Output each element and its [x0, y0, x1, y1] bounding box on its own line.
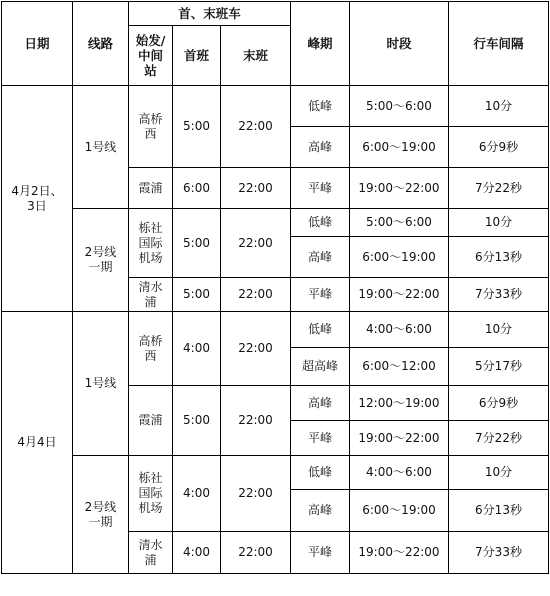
- line-cell: 2号线一期: [73, 209, 129, 312]
- period-cell: 6:00～19:00: [350, 127, 449, 168]
- interval-cell: 10分: [449, 86, 549, 127]
- line-cell: 1号线: [73, 86, 129, 209]
- station-cell: 霞浦: [129, 386, 173, 456]
- first-train-cell: 5:00: [173, 386, 221, 456]
- period-cell: 12:00～19:00: [350, 386, 449, 421]
- peak-cell: 高峰: [291, 127, 350, 168]
- period-cell: 19:00～22:00: [350, 532, 449, 574]
- header-origin: 始发/中间站: [129, 26, 173, 86]
- peak-cell: 低峰: [291, 86, 350, 127]
- first-train-cell: 5:00: [173, 278, 221, 312]
- station-cell: 栎社国际机场: [129, 209, 173, 278]
- first-train-cell: 5:00: [173, 86, 221, 168]
- period-cell: 19:00～22:00: [350, 168, 449, 209]
- peak-cell: 超高峰: [291, 348, 350, 386]
- station-cell: 霞浦: [129, 168, 173, 209]
- interval-cell: 7分22秒: [449, 421, 549, 456]
- header-first-last: 首、末班车: [129, 2, 291, 26]
- interval-cell: 10分: [449, 312, 549, 348]
- first-train-cell: 4:00: [173, 312, 221, 386]
- header-period: 时段: [350, 2, 449, 86]
- station-cell: 高桥西: [129, 312, 173, 386]
- period-cell: 6:00～12:00: [350, 348, 449, 386]
- interval-cell: 7分22秒: [449, 168, 549, 209]
- peak-cell: 平峰: [291, 278, 350, 312]
- schedule-table: [1, 1, 549, 574]
- period-cell: 4:00～6:00: [350, 312, 449, 348]
- first-train-cell: 4:00: [173, 532, 221, 574]
- period-cell: 4:00～6:00: [350, 456, 449, 490]
- interval-cell: 10分: [449, 209, 549, 237]
- header-date: 日期: [2, 2, 73, 86]
- peak-cell: 高峰: [291, 490, 350, 532]
- peak-cell: 平峰: [291, 168, 350, 209]
- period-cell: 19:00～22:00: [350, 278, 449, 312]
- line-cell: 2号线一期: [73, 456, 129, 574]
- peak-cell: 平峰: [291, 532, 350, 574]
- peak-cell: 平峰: [291, 421, 350, 456]
- header-peak: 峰期: [291, 2, 350, 86]
- last-train-cell: 22:00: [221, 209, 291, 278]
- station-cell: 清水浦: [129, 532, 173, 574]
- interval-cell: 10分: [449, 456, 549, 490]
- peak-cell: 低峰: [291, 312, 350, 348]
- interval-cell: 6分9秒: [449, 127, 549, 168]
- last-train-cell: 22:00: [221, 456, 291, 532]
- peak-cell: 低峰: [291, 456, 350, 490]
- last-train-cell: 22:00: [221, 278, 291, 312]
- first-train-cell: 6:00: [173, 168, 221, 209]
- interval-cell: 7分33秒: [449, 532, 549, 574]
- period-cell: 5:00～6:00: [350, 86, 449, 127]
- last-train-cell: 22:00: [221, 532, 291, 574]
- interval-cell: 7分33秒: [449, 278, 549, 312]
- line-cell: 1号线: [73, 312, 129, 456]
- interval-cell: 5分17秒: [449, 348, 549, 386]
- station-cell: 清水浦: [129, 278, 173, 312]
- last-train-cell: 22:00: [221, 86, 291, 168]
- header-line: 线路: [73, 2, 129, 86]
- period-cell: 19:00～22:00: [350, 421, 449, 456]
- date-cell: 4月4日: [2, 312, 73, 574]
- header-last: 末班: [221, 26, 291, 86]
- header-interval: 行车间隔: [449, 2, 549, 86]
- interval-cell: 6分13秒: [449, 237, 549, 278]
- date-cell: 4月2日、3日: [2, 86, 73, 312]
- station-cell: 栎社国际机场: [129, 456, 173, 532]
- period-cell: 6:00～19:00: [350, 237, 449, 278]
- last-train-cell: 22:00: [221, 312, 291, 386]
- header-first: 首班: [173, 26, 221, 86]
- peak-cell: 高峰: [291, 237, 350, 278]
- interval-cell: 6分9秒: [449, 386, 549, 421]
- period-cell: 5:00～6:00: [350, 209, 449, 237]
- peak-cell: 低峰: [291, 209, 350, 237]
- last-train-cell: 22:00: [221, 168, 291, 209]
- station-cell: 高桥西: [129, 86, 173, 168]
- peak-cell: 高峰: [291, 386, 350, 421]
- last-train-cell: 22:00: [221, 386, 291, 456]
- period-cell: 6:00～19:00: [350, 490, 449, 532]
- first-train-cell: 5:00: [173, 209, 221, 278]
- interval-cell: 6分13秒: [449, 490, 549, 532]
- first-train-cell: 4:00: [173, 456, 221, 532]
